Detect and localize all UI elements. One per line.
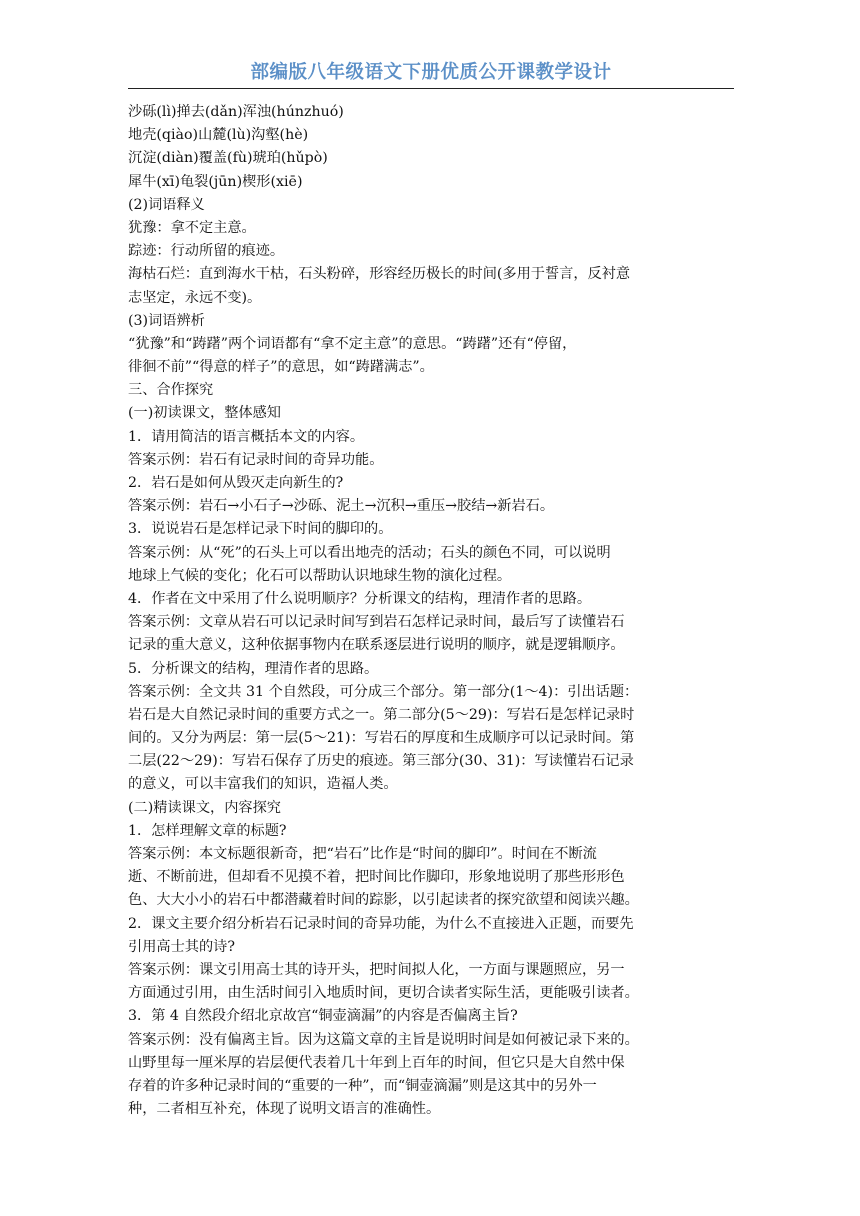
text-line: 的意义，可以丰富我们的知识，造福人类。 [128,776,398,793]
text-line: 1．请用简洁的语言概括本文的内容。 [128,428,365,445]
text-line: 种，二者相互补充，体现了说明文语言的准确性。 [128,1101,441,1118]
text-line: 地球上气候的变化；化石可以帮助认识地球生物的演化过程。 [128,567,512,584]
text-line: 答案示例：文章从岩石可以记录时间写到岩石怎样记录时间，最后写了读懂岩石 [128,614,625,631]
text-line: 答案示例：从“死”的石头上可以看出地壳的活动；石头的颜色不同，可以说明 [128,544,611,561]
text-line: 海枯石烂：直到海水干枯，石头粉碎，形容经历极长的时间(多用于誓言，反衬意 [128,266,631,283]
text-line: 逝、不断前进，但却看不见摸不着，把时间比作脚印，形象地说明了那些形形色 [128,869,625,886]
text-line: 2．课文主要介绍分析岩石记录时间的奇异功能，为什么不直接进入正题，而要先 [128,915,634,932]
text-line: 3．第 4 自然段介绍北京故宫“铜壶滴漏”的内容是否偏离主旨? [128,1008,518,1025]
text-line: 岩石是大自然记录时间的重要方式之一。第二部分(5～29)：写岩石是怎样记录时 [128,706,635,723]
text-line: (2)词语释义 [128,196,205,213]
text-line: 1．怎样理解文章的标题? [128,822,287,839]
text-line: 色、大大小小的岩石中都潜藏着时间的踪影，以引起读者的探究欲望和阅读兴趣。 [128,892,639,909]
text-line: 沉淀(diàn)覆盖(fù)琥珀(hǔpò) [128,150,328,167]
page-header [128,58,734,89]
text-line: 山野里每一厘米厚的岩层便代表着几十年到上百年的时间，但它只是大自然中保 [128,1054,625,1071]
text-line: 三、合作探究 [128,382,214,399]
text-line: 记录的重大意义，这种依据事物内在联系逐层进行说明的顺序，就是逻辑顺序。 [128,637,625,654]
text-line: 存着的许多种记录时间的“重要的一种”，而“铜壶滴漏”则是这其中的另外一 [128,1077,597,1094]
text-line: 4．作者在文中采用了什么说明顺序？分析课文的结构，理清作者的思路。 [128,590,592,607]
text-line: 答案示例：本文标题很新奇，把“岩石”比作是“时间的脚印”。时间在不断流 [128,846,597,862]
text-line: (二)精读课文，内容探究 [128,799,281,816]
text-line: 犀牛(xī)龟裂(jūn)楔形(xiē) [128,173,303,190]
text-line: 地壳(qiào)山麓(lù)沟壑(hè) [128,127,309,144]
text-line: 志坚定，永远不变)。 [128,289,262,306]
text-line: 踪迹：行动所留的痕迹。 [128,243,285,260]
document-body [128,101,736,1121]
text-line: 间的。又分为两层：第一层(5～21)：写岩石的厚度和生成顺序可以记录时间。第 [128,730,635,747]
text-line: (3)词语辨析 [128,312,205,329]
text-line: 徘徊不前”“得意的样子”的意思，如“踌躇满志”。 [128,359,434,376]
text-line: 答案示例：岩石→小石子→沙砾、泥土→沉积→重压→胶结→新岩石。 [128,498,555,515]
text-line: 答案示例：全文共 31 个自然段，可分成三个部分。第一部分(1～4)：引出话题： [128,683,639,700]
text-line: 方面通过引用，由生活时间引入地质时间，更切合读者实际生活，更能吸引读者。 [128,985,639,1002]
text-line: 答案示例：岩石有记录时间的奇异功能。 [128,451,384,468]
text-line: 二层(22～29)：写岩石保存了历史的痕迹。第三部分(30、31)：写读懂岩石记录 [128,753,634,770]
text-line: 2．岩石是如何从毁灭走向新生的? [128,475,344,491]
text-line: 5．分析课文的结构，理清作者的思路。 [128,660,379,677]
header-title: 部编版八年级语文下册优质公开课教学设计 [250,62,612,83]
text-line: “犹豫”和“踌躇”两个词语都有“拿不定主意”的意思。“踌躇”还有“停留， [128,335,577,352]
text-line: 3．说说岩石是怎样记录下时间的脚印的。 [128,521,393,538]
text-line: 引用高士其的诗? [128,938,235,955]
text-line: 答案示例：课文引用高士其的诗开头，把时间拟人化，一方面与课题照应，另一 [128,961,625,978]
text-line: (一)初读课文，整体感知 [128,405,281,422]
text-line: 犹豫：拿不定主意。 [128,219,256,236]
text-line: 沙砾(lì)掸去(dǎn)浑浊(húnzhuó) [128,104,344,120]
text-line: 答案示例：没有偏离主旨。因为这篇文章的主旨是说明时间是如何被记录下来的。 [128,1031,639,1048]
